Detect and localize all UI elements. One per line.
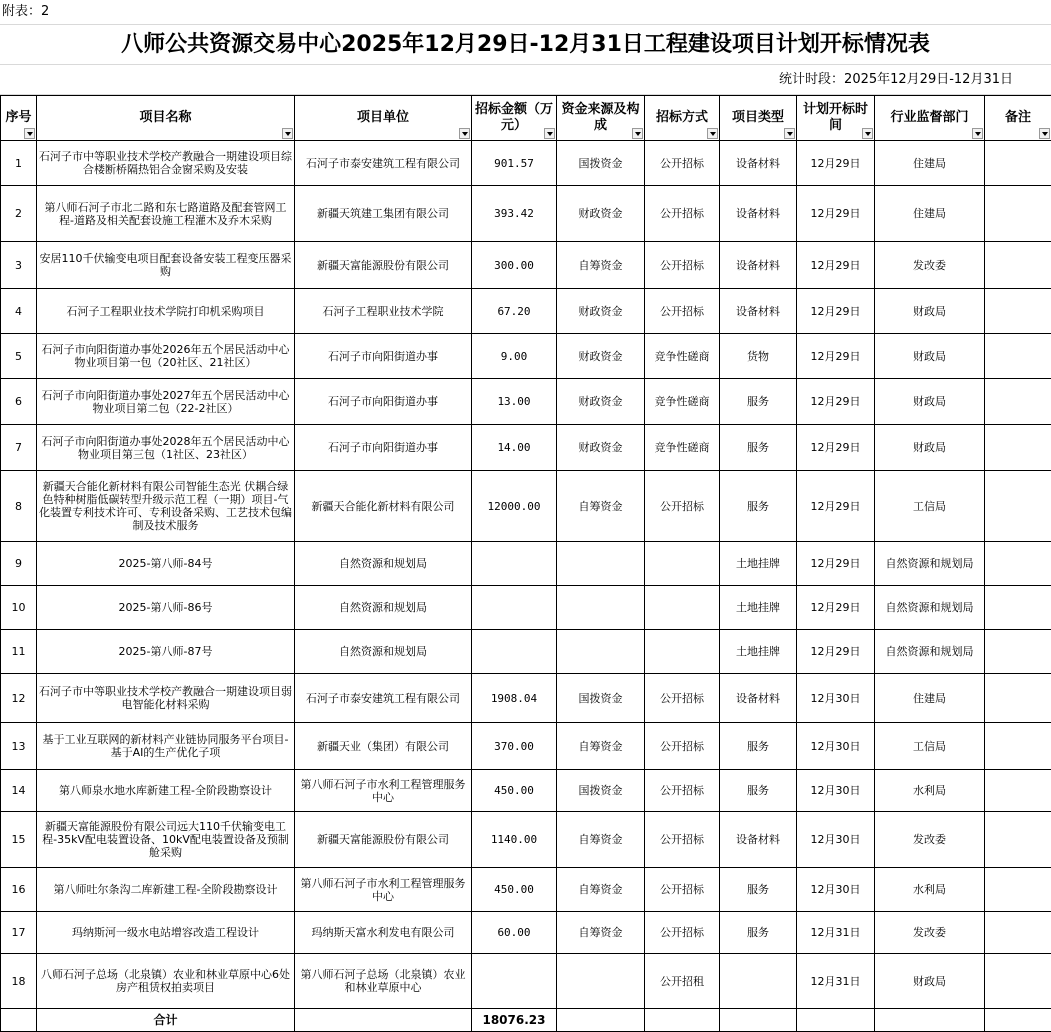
cell-bid-method: 公开招标 [645,868,720,912]
cell-note [985,812,1051,868]
cell-amount: 13.00 [472,379,557,425]
cell-bid-method: 公开招标 [645,770,720,812]
cell-note [985,723,1051,770]
filter-dropdown-icon[interactable] [632,128,643,139]
col-header-note [985,96,1051,141]
cell-note [985,471,1051,542]
cell-fund-source: 自筹资金 [557,471,645,542]
cell-amount: 1908.04 [472,674,557,723]
cell-note [985,770,1051,812]
cell-project-type: 设备材料 [720,141,797,186]
cell-note [985,868,1051,912]
header-row [1,96,1051,141]
cell-open-date: 12月29日 [797,334,875,379]
page-title: 八师公共资源交易中心2025年12月29日-12月31日工程建设项目计划开标情况表 [0,28,1051,62]
total-label: 合计 [37,1009,295,1032]
cell-note [985,954,1051,1009]
total-amount: 18076.23 [472,1009,557,1032]
cell-no: 6 [1,379,37,425]
cell-note [985,334,1051,379]
cell-no: 3 [1,242,37,289]
cell-project-type: 设备材料 [720,812,797,868]
cell-project-unit: 新疆天业（集团）有限公司 [295,723,472,770]
filter-dropdown-icon[interactable] [784,128,795,139]
cell-project-unit: 新疆天筑建工集团有限公司 [295,186,472,242]
table-row [1,954,1051,1009]
cell-project-type: 货物 [720,334,797,379]
cell-project-type: 土地挂牌 [720,542,797,586]
cell-supervision-dept: 财政局 [875,954,985,1009]
filter-dropdown-icon[interactable] [972,128,983,139]
col-header-no [1,96,37,141]
cell-no: 17 [1,912,37,954]
total-cell-blank [797,1009,875,1032]
cell-no: 15 [1,812,37,868]
cell-project-type: 设备材料 [720,674,797,723]
filter-dropdown-icon[interactable] [459,128,470,139]
filter-dropdown-icon[interactable] [707,128,718,139]
cell-supervision-dept: 发改委 [875,812,985,868]
cell-bid-method: 公开招标 [645,912,720,954]
cell-amount: 9.00 [472,334,557,379]
cell-project-unit: 石河子市泰安建筑工程有限公司 [295,674,472,723]
col-header-label: 项目名称 [139,110,191,125]
cell-fund-source: 自筹资金 [557,723,645,770]
table-row [1,471,1051,542]
table-row [1,425,1051,471]
cell-project-name: 第八师吐尔条沟二库新建工程-全阶段勘察设计 [37,868,295,912]
cell-bid-method: 公开招租 [645,954,720,1009]
cell-project-name: 石河子市中等职业技术学校产教融合一期建设项目综合楼断桥隔热铝合金窗采购及安装 [37,141,295,186]
col-header-label: 资金来源及构成 [561,102,639,133]
cell-amount: 450.00 [472,868,557,912]
cell-note [985,542,1051,586]
cell-note [985,425,1051,471]
cell-amount: 1140.00 [472,812,557,868]
cell-no: 9 [1,542,37,586]
total-cell-blank [720,1009,797,1032]
cell-amount: 300.00 [472,242,557,289]
cell-open-date: 12月30日 [797,723,875,770]
cell-supervision-dept: 住建局 [875,141,985,186]
cell-project-name: 2025-第八师-87号 [37,630,295,674]
col-header-dept [875,96,985,141]
cell-bid-method: 竞争性磋商 [645,425,720,471]
cell-amount: 901.57 [472,141,557,186]
cell-bid-method: 竞争性磋商 [645,379,720,425]
cell-bid-method [645,630,720,674]
cell-fund-source: 自筹资金 [557,812,645,868]
filter-dropdown-icon[interactable] [1039,128,1050,139]
cell-project-name: 第八师泉水地水库新建工程-全阶段勘察设计 [37,770,295,812]
col-header-fund [557,96,645,141]
cell-bid-method: 公开招标 [645,674,720,723]
col-header-label: 行业监督部门 [890,110,968,125]
cell-fund-source: 自筹资金 [557,242,645,289]
cell-supervision-dept: 工信局 [875,723,985,770]
cell-project-name: 2025-第八师-84号 [37,542,295,586]
table-body [1,141,1051,1009]
col-header-label: 计划开标时间 [803,102,868,133]
cell-no: 2 [1,186,37,242]
cell-project-name: 石河子市向阳街道办事处2027年五个居民活动中心物业项目第二包（22-2社区） [37,379,295,425]
cell-fund-source [557,586,645,630]
sheet-gridline [0,64,1051,65]
cell-no: 13 [1,723,37,770]
cell-supervision-dept: 财政局 [875,425,985,471]
cell-amount [472,542,557,586]
col-header-label: 项目单位 [357,110,409,125]
cell-amount [472,630,557,674]
table-row [1,586,1051,630]
cell-open-date: 12月29日 [797,289,875,334]
cell-fund-source: 财政资金 [557,186,645,242]
cell-supervision-dept: 住建局 [875,674,985,723]
cell-supervision-dept: 自然资源和规划局 [875,586,985,630]
table-row [1,542,1051,586]
cell-bid-method [645,542,720,586]
cell-project-type: 设备材料 [720,242,797,289]
cell-amount: 60.00 [472,912,557,954]
cell-note [985,186,1051,242]
cell-no: 7 [1,425,37,471]
table-row [1,186,1051,242]
cell-note [985,289,1051,334]
cell-project-name: 八师石河子总场（北泉镇）农业和林业草原中心6处房产租赁权拍卖项目 [37,954,295,1009]
cell-note [985,630,1051,674]
cell-open-date: 12月29日 [797,186,875,242]
table-row [1,141,1051,186]
cell-amount: 450.00 [472,770,557,812]
total-cell-blank [557,1009,645,1032]
cell-no: 5 [1,334,37,379]
cell-project-type: 服务 [720,471,797,542]
cell-fund-source: 国拨资金 [557,141,645,186]
cell-project-unit: 自然资源和规划局 [295,586,472,630]
table-row [1,289,1051,334]
cell-project-unit: 第八师石河子总场（北泉镇）农业和林业草原中心 [295,954,472,1009]
cell-open-date: 12月30日 [797,770,875,812]
col-header-method [645,96,720,141]
cell-project-unit: 石河子市向阳街道办事 [295,334,472,379]
cell-project-unit: 新疆天合能化新材料有限公司 [295,471,472,542]
cell-project-type: 服务 [720,425,797,471]
cell-no: 8 [1,471,37,542]
table-row [1,334,1051,379]
cell-amount: 393.42 [472,186,557,242]
cell-supervision-dept: 自然资源和规划局 [875,630,985,674]
cell-fund-source: 自筹资金 [557,868,645,912]
cell-project-unit: 石河子工程职业技术学院 [295,289,472,334]
cell-open-date: 12月29日 [797,471,875,542]
cell-open-date: 12月30日 [797,868,875,912]
col-header-unit [295,96,472,141]
cell-project-name: 安居110千伏输变电项目配套设备安装工程变压器采购 [37,242,295,289]
cell-no: 18 [1,954,37,1009]
cell-project-unit: 新疆天富能源股份有限公司 [295,242,472,289]
cell-fund-source [557,630,645,674]
table-row [1,868,1051,912]
cell-bid-method: 公开招标 [645,242,720,289]
cell-no: 14 [1,770,37,812]
cell-fund-source: 财政资金 [557,379,645,425]
cell-supervision-dept: 住建局 [875,186,985,242]
cell-project-type: 服务 [720,723,797,770]
total-cell-blank [985,1009,1051,1032]
cell-no: 12 [1,674,37,723]
cell-project-name: 石河子工程职业技术学院打印机采购项目 [37,289,295,334]
cell-project-type: 土地挂牌 [720,586,797,630]
cell-project-type: 服务 [720,868,797,912]
cell-note [985,912,1051,954]
cell-note [985,141,1051,186]
cell-no: 1 [1,141,37,186]
cell-bid-method: 公开招标 [645,812,720,868]
cell-open-date: 12月29日 [797,425,875,471]
table-row [1,770,1051,812]
col-header-label: 招标方式 [656,110,708,125]
cell-project-name: 2025-第八师-86号 [37,586,295,630]
col-header-label: 序号 [5,110,31,125]
table-row [1,630,1051,674]
cell-no: 16 [1,868,37,912]
cell-fund-source: 自筹资金 [557,912,645,954]
table-row [1,379,1051,425]
cell-open-date: 12月29日 [797,242,875,289]
col-header-label: 项目类型 [732,110,784,125]
col-header-type [720,96,797,141]
table-row [1,674,1051,723]
cell-project-type [720,954,797,1009]
cell-fund-source: 财政资金 [557,425,645,471]
cell-project-name: 石河子市中等职业技术学校产教融合一期建设项目弱电智能化材料采购 [37,674,295,723]
cell-project-unit: 第八师石河子市水利工程管理服务中心 [295,868,472,912]
cell-project-name: 新疆天合能化新材料有限公司智能生态光 伏耦合绿色特种树脂低碳转型升级示范工程（一期）项目-气化装置专利技术许可、专利设备采购、工艺技术包编制及技术服务 [37,471,295,542]
annex-label: 附表：2 [2,2,49,22]
col-header-amount [472,96,557,141]
cell-note [985,586,1051,630]
table-row [1,912,1051,954]
cell-project-name: 石河子市向阳街道办事处2028年五个居民活动中心物业项目第三包（1社区、23社区） [37,425,295,471]
cell-bid-method [645,586,720,630]
cell-fund-source: 国拨资金 [557,674,645,723]
filter-dropdown-icon[interactable] [24,128,35,139]
cell-open-date: 12月31日 [797,954,875,1009]
cell-amount [472,586,557,630]
cell-amount: 14.00 [472,425,557,471]
cell-bid-method: 公开招标 [645,289,720,334]
cell-open-date: 12月29日 [797,379,875,425]
cell-supervision-dept: 自然资源和规划局 [875,542,985,586]
cell-project-type: 设备材料 [720,186,797,242]
cell-project-unit: 新疆天富能源股份有限公司 [295,812,472,868]
cell-supervision-dept: 财政局 [875,379,985,425]
cell-supervision-dept: 财政局 [875,289,985,334]
cell-amount [472,954,557,1009]
cell-project-type: 土地挂牌 [720,630,797,674]
cell-amount: 370.00 [472,723,557,770]
cell-amount: 12000.00 [472,471,557,542]
cell-project-unit: 第八师石河子市水利工程管理服务中心 [295,770,472,812]
total-cell-blank [875,1009,985,1032]
cell-supervision-dept: 发改委 [875,912,985,954]
cell-note [985,674,1051,723]
cell-no: 10 [1,586,37,630]
col-header-date [797,96,875,141]
cell-supervision-dept: 工信局 [875,471,985,542]
cell-no: 4 [1,289,37,334]
cell-project-type: 设备材料 [720,289,797,334]
cell-project-unit: 自然资源和规划局 [295,630,472,674]
filter-dropdown-icon[interactable] [862,128,873,139]
table-row [1,242,1051,289]
cell-open-date: 12月29日 [797,141,875,186]
cell-fund-source: 财政资金 [557,289,645,334]
cell-project-type: 服务 [720,912,797,954]
cell-project-name: 第八师石河子市北二路和东七路道路及配套管网工程-道路及相关配套设施工程灌木及乔木采购 [37,186,295,242]
cell-no: 11 [1,630,37,674]
cell-project-unit: 石河子市向阳街道办事 [295,379,472,425]
table-row [1,812,1051,868]
cell-open-date: 12月29日 [797,586,875,630]
cell-open-date: 12月31日 [797,912,875,954]
table-row [1,723,1051,770]
cell-bid-method: 公开招标 [645,186,720,242]
filter-dropdown-icon[interactable] [282,128,293,139]
total-cell-blank [1,1009,37,1032]
cell-project-unit: 自然资源和规划局 [295,542,472,586]
cell-fund-source: 国拨资金 [557,770,645,812]
cell-fund-source [557,954,645,1009]
cell-project-unit: 石河子市向阳街道办事 [295,425,472,471]
cell-fund-source: 财政资金 [557,334,645,379]
cell-project-name: 基于工业互联网的新材料产业链协同服务平台项目-基于AI的生产优化子项 [37,723,295,770]
col-header-label: 招标金额（万元） [475,102,553,133]
cell-open-date: 12月29日 [797,542,875,586]
filter-dropdown-icon[interactable] [544,128,555,139]
cell-project-type: 服务 [720,770,797,812]
col-header-name [37,96,295,141]
stat-period: 统计时段：2025年12月29日-12月31日 [779,70,1013,90]
cell-open-date: 12月29日 [797,630,875,674]
cell-project-name: 玛纳斯河一级水电站增容改造工程设计 [37,912,295,954]
col-header-label: 备注 [1005,110,1031,125]
bid-plan-table [0,95,1051,1032]
cell-open-date: 12月30日 [797,674,875,723]
cell-note [985,242,1051,289]
cell-supervision-dept: 财政局 [875,334,985,379]
cell-bid-method: 公开招标 [645,141,720,186]
cell-project-name: 新疆天富能源股份有限公司远大110千伏输变电工程-35kV配电装置设备、10kV配电装置设备及预制舱采购 [37,812,295,868]
cell-note [985,379,1051,425]
cell-bid-method: 公开招标 [645,723,720,770]
cell-project-unit: 玛纳斯天富水利发电有限公司 [295,912,472,954]
cell-supervision-dept: 水利局 [875,770,985,812]
total-cell-blank [645,1009,720,1032]
cell-fund-source [557,542,645,586]
cell-project-name: 石河子市向阳街道办事处2026年五个居民活动中心物业项目第一包（20社区、21社区） [37,334,295,379]
cell-amount: 67.20 [472,289,557,334]
cell-supervision-dept: 发改委 [875,242,985,289]
total-row [1,1009,1051,1032]
cell-open-date: 12月30日 [797,812,875,868]
cell-bid-method: 竞争性磋商 [645,334,720,379]
total-cell-blank [295,1009,472,1032]
cell-bid-method: 公开招标 [645,471,720,542]
cell-supervision-dept: 水利局 [875,868,985,912]
sheet-gridline [0,24,1051,25]
cell-project-type: 服务 [720,379,797,425]
cell-project-unit: 石河子市泰安建筑工程有限公司 [295,141,472,186]
